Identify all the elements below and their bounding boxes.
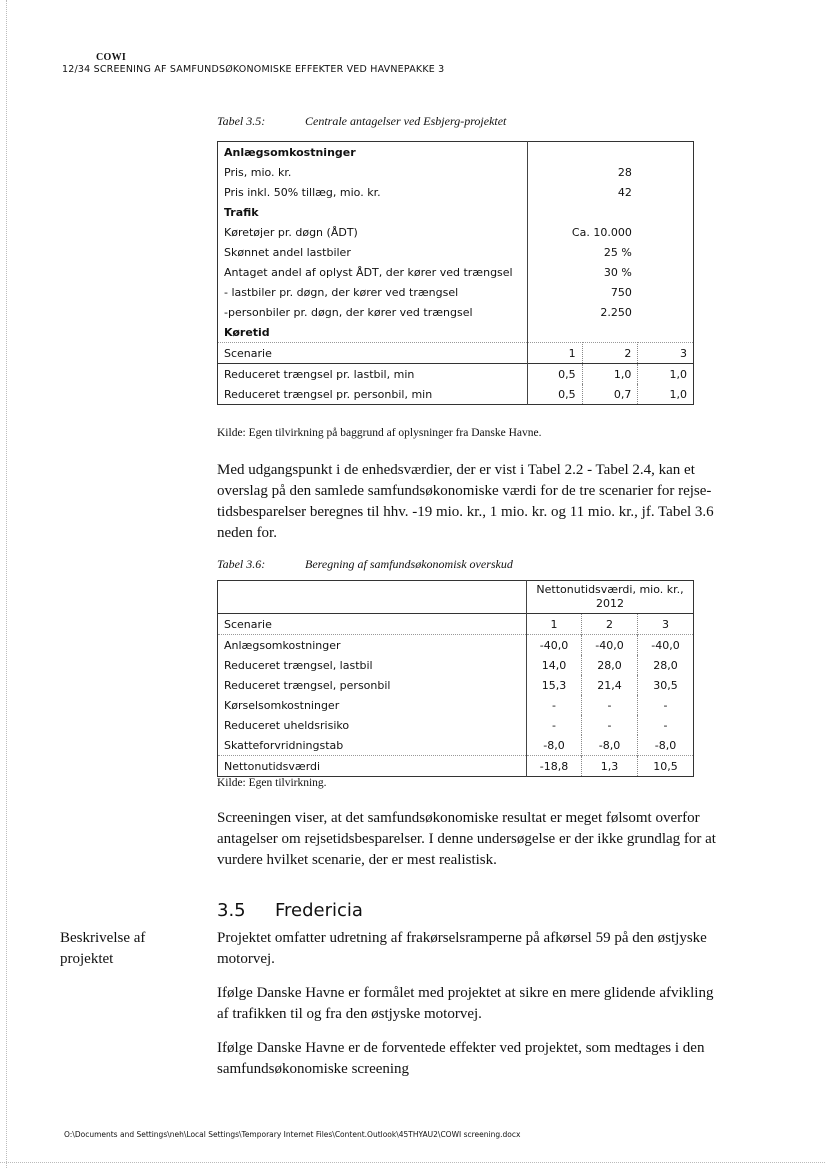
cell-value: 0,5 (527, 364, 582, 385)
table-row (218, 675, 694, 695)
table2-label: Tabel 3.6: (217, 557, 266, 571)
cell-value: 30,5 (653, 678, 678, 692)
cell-value: -8,0 (654, 738, 677, 752)
margin-note: Beskrivelse af projektet (60, 930, 146, 967)
row-label: Reduceret trængsel, lastbil (218, 655, 527, 675)
npv-header-line2: 2012 (596, 597, 625, 610)
cell-value: - (663, 718, 668, 732)
footer-path: O:\Documents and Settings\neh\Local Settings\Temporary Internet Files\Content.Outlook\45THYAU2\COWI screening.docx (64, 1130, 521, 1139)
row-label: - lastbiler pr. døgn, der kører ved trængsel (218, 282, 528, 302)
table1-label: Tabel 3.5: (217, 114, 266, 128)
row-label: Reduceret uheldsrisiko (218, 715, 527, 735)
table-row (218, 635, 694, 656)
total-label: Nettonutidsværdi (218, 756, 527, 777)
scenario-1: 1 (527, 614, 582, 635)
paragraph-4: Ifølge Danske Havne er formålet med projektet at sikre en mere glidende afvikling af trafikken til og fra den østjyske motorvej. (217, 985, 714, 1022)
row-value: 28 (617, 165, 632, 179)
table-header-row (218, 581, 694, 614)
row-value: 25 % (603, 245, 632, 259)
row-value: 2.250 (600, 305, 632, 319)
table1-source: Kilde: Egen tilvirkning på baggrund af oplysninger fra Danske Havne. (217, 427, 542, 439)
total-value: 1,3 (582, 756, 638, 777)
cell-value: 28,0 (582, 655, 638, 675)
cell-value: -8,0 (527, 735, 582, 756)
row-label: Skatteforvridningstab (218, 735, 527, 756)
section-number: 3.5 (217, 900, 246, 921)
running-head: 12/34 SCREENING AF SAMFUNDSØKONOMISKE EFFEKTER VED HAVNEPAKKE 3 (62, 64, 445, 75)
section-heading: Anlægsomkostninger (218, 142, 528, 163)
table1-title: Centrale antagelser ved Esbjerg-projektet (305, 114, 507, 128)
row-label: Køretøjer pr. døgn (ÅDT) (218, 222, 528, 242)
table2-source: Kilde: Egen tilvirkning. (217, 777, 327, 789)
table-row (218, 282, 694, 302)
table-row (218, 142, 694, 163)
total-row (218, 756, 694, 777)
npv-header (527, 581, 694, 614)
cell-value: 21,4 (582, 675, 638, 695)
cell-value: 1,0 (582, 364, 638, 385)
scenario-2: 2 (582, 614, 638, 635)
table-row (218, 242, 694, 262)
cell-value: -40,0 (582, 635, 638, 656)
cell-value: 0,5 (527, 384, 582, 405)
cell-value: -40,0 (527, 635, 582, 656)
section-title: Fredericia (275, 900, 363, 921)
table-row (218, 364, 694, 385)
table2-title: Beregning af samfundsøkonomisk overskud (305, 557, 513, 571)
row-label: Reduceret trængsel, personbil (218, 675, 527, 695)
row-label: Antaget andel af oplyst ÅDT, der kører ved trængsel (218, 262, 528, 282)
table-row (218, 222, 694, 242)
cell-value: - (527, 695, 582, 715)
table-3-5 (217, 141, 694, 405)
table-row (218, 384, 694, 405)
scenario-3: 3 (638, 343, 694, 364)
section-heading: Køretid (218, 322, 528, 343)
scenario-label: Scenarie (218, 343, 528, 364)
row-label: Kørselsomkostninger (218, 695, 527, 715)
row-value: 30 % (603, 265, 632, 279)
cell-value: - (527, 715, 582, 735)
scenario-row (218, 614, 694, 635)
row-label: -personbiler pr. døgn, der kører ved trængsel (218, 302, 528, 322)
scenario-label: Scenarie (218, 614, 527, 635)
row-label: Pris, mio. kr. (218, 162, 528, 182)
cell-value: 0,7 (582, 384, 638, 405)
cowi-logo: COWI (96, 52, 127, 63)
table-row (218, 322, 694, 343)
row-label: Pris inkl. 50% tillæg, mio. kr. (218, 182, 528, 202)
paragraph-5: Ifølge Danske Havne er de forventede effekter ved projektet, som medtages i den samfundsøkonomiske screening (217, 1040, 705, 1077)
cell-value: -8,0 (582, 735, 638, 756)
scenario-1: 1 (527, 343, 582, 364)
scan-edge-left (6, 0, 7, 1168)
cell-value: 1,0 (669, 387, 687, 401)
table-row (218, 735, 694, 756)
cell-value: 15,3 (527, 675, 582, 695)
section-heading-3-5 (217, 900, 363, 921)
cell-value: - (582, 715, 638, 735)
scenario-2: 2 (582, 343, 638, 364)
paragraph-2: Screeningen viser, at det samfundsøkonomiske resultat er meget følsomt overfor antagelser om rejsetidsbesparelser. I denne undersøgelse er der ikke grundlag for at vurdere hvilket scenarie, der er mest realistisk. (217, 810, 716, 868)
paragraph-1: Med udgangspunkt i de enhedsværdier, der er vist i Tabel 2.2 - Tabel 2.4, kan et overslag på den samlede samfundsøkonomiske værdi for de tre scenarier for rejse-tidsbesparelser beregnes til hhv. -19 mio. kr., 1 mio. kr. og 11 mio. kr., jf. Tabel 3.6 neden for. (217, 462, 714, 541)
scan-edge-bottom (0, 1162, 825, 1163)
cell-value: -40,0 (637, 635, 693, 656)
cell-value: 1,0 (638, 364, 694, 385)
cell-value: 14,0 (527, 655, 582, 675)
total-value: -18,8 (527, 756, 582, 777)
table-row (218, 162, 694, 182)
table-row (218, 715, 694, 735)
row-label: Skønnet andel lastbiler (218, 242, 528, 262)
paragraph-3: Projektet omfatter udretning af frakørselsramperne på afkørsel 59 på den østjyske motorvej. (217, 930, 707, 967)
table2-caption (0, 557, 825, 573)
row-value: 42 (617, 185, 632, 199)
cell-value: 28,0 (653, 658, 678, 672)
table-row (218, 655, 694, 675)
table-row (218, 695, 694, 715)
table-row (218, 202, 694, 222)
table-3-6 (217, 580, 694, 777)
cell-value: - (582, 695, 638, 715)
row-label: Reduceret trængsel pr. personbil, min (218, 384, 528, 405)
cell-value: - (663, 698, 668, 712)
table-row (218, 262, 694, 282)
scenario-row (218, 343, 694, 364)
npv-header-line1: Nettonutidsværdi, mio. kr., (536, 583, 684, 596)
table-row (218, 182, 694, 202)
row-label: Anlægsomkostninger (218, 635, 527, 656)
scenario-3: 3 (637, 614, 693, 635)
row-value: Ca. 10.000 (571, 225, 632, 239)
row-value: 750 (610, 285, 632, 299)
section-heading: Trafik (218, 202, 528, 222)
table1-caption (0, 114, 825, 130)
total-value: 10,5 (637, 756, 693, 777)
row-label: Reduceret trængsel pr. lastbil, min (218, 364, 528, 385)
table-row (218, 302, 694, 322)
